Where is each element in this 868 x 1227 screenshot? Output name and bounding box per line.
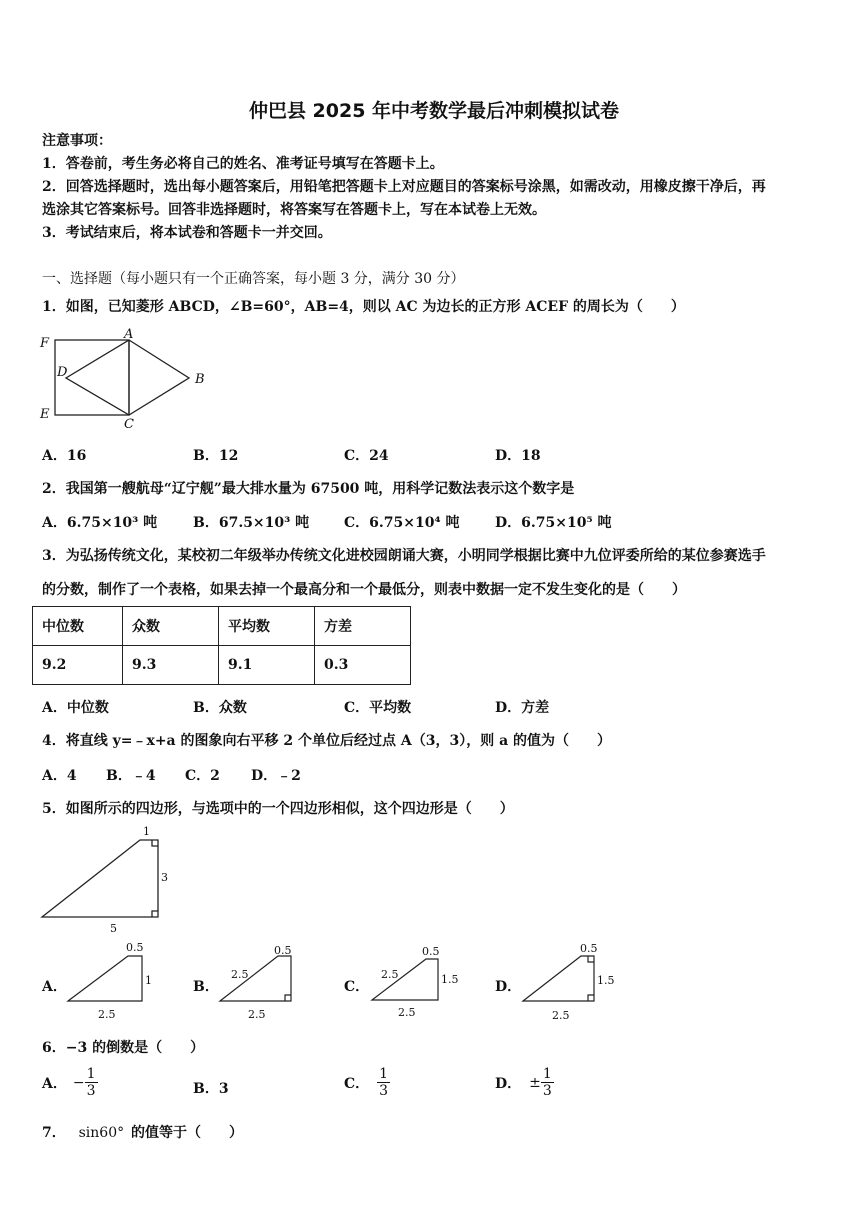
label: 2.5 (248, 1008, 266, 1021)
option-letter: D． (495, 1075, 522, 1092)
label-f: F (40, 336, 50, 351)
question-1-stem: 1．如图，已知菱形 ABCD，∠B=60°，AB=4，则以 AC 为边长的正方形 ACEF 的周长为（ ） (42, 299, 685, 315)
option-letter: A． (42, 1075, 67, 1092)
q3-option-d[interactable]: D．方差 (495, 700, 550, 716)
q1-option-d[interactable]: D．18 (495, 448, 541, 464)
q1-option-a[interactable]: A．16 (42, 448, 87, 464)
fraction (85, 1066, 98, 1099)
label-top: 1 (143, 825, 150, 838)
table-cell: 0.3 (315, 646, 411, 685)
q1-option-b[interactable]: B．12 (193, 448, 239, 464)
minus-sign: − (72, 1074, 85, 1091)
q2-option-a[interactable]: A．6.75×10³ 吨 (42, 515, 158, 531)
question-number: 7． (42, 1125, 66, 1141)
notes-item: 1．答卷前，考生务必将自己的姓名、准考证号填写在答题卡上。 (42, 156, 444, 172)
q2-option-c[interactable]: C．6.75×10⁴ 吨 (344, 515, 460, 531)
notes-item: 2．回答选择题时，选出每小题答案后，用铅笔把答题卡上对应题目的答案标号涂黑，如需改动，用橡皮擦干净后，再 (42, 179, 766, 195)
label: 1 (145, 974, 152, 987)
fraction-denominator: 3 (86, 1083, 96, 1099)
option-b-figure (214, 938, 314, 1024)
table-cell: 9.2 (33, 646, 123, 685)
question-3-stem: 3．为弘扬传统文化，某校初二年级举办传统文化进校园朗诵大赛，小明同学根据比赛中九位评委所给的某位参赛选手 (42, 548, 766, 564)
label: 2.5 (552, 1009, 570, 1022)
q5-option-c[interactable]: C． (344, 979, 370, 995)
question-7-stem (42, 1123, 243, 1143)
fraction-numerator: 1 (542, 1066, 552, 1082)
q4-option-b[interactable]: B．﹣4 (106, 768, 156, 784)
fraction (377, 1066, 390, 1099)
label-b: B (195, 372, 205, 387)
q3-option-b[interactable]: B．众数 (193, 700, 247, 716)
table-header-cell: 平均数 (219, 607, 315, 646)
label: 2.5 (381, 968, 399, 981)
q4-option-c[interactable]: C．2 (185, 768, 220, 784)
table-cell: 9.1 (219, 646, 315, 685)
q5-option-d[interactable]: D． (495, 979, 522, 995)
notes-heading: 注意事项： (42, 133, 112, 149)
question-text: 的值等于（ ） (131, 1125, 243, 1141)
q3-option-a[interactable]: A．中位数 (42, 700, 109, 716)
label: 0.5 (274, 944, 292, 957)
label-a: A (124, 327, 134, 342)
q5-option-a[interactable]: A． (42, 979, 67, 995)
notes-item: 选涂其它答案标号。回答非选择题时，将答案写在答题卡上，写在本试卷上无效。 (42, 202, 546, 218)
fraction-denominator: 3 (379, 1083, 389, 1099)
question-5-stem: 5．如图所示的四边形，与选项中的一个四边形相似，这个四边形是（ ） (42, 801, 514, 817)
q6-option-c[interactable] (344, 1066, 390, 1099)
q2-option-d[interactable]: D．6.75×10⁵ 吨 (495, 515, 612, 531)
label-e: E (40, 407, 50, 422)
q6-option-d[interactable] (495, 1066, 554, 1099)
q6-option-a[interactable] (42, 1066, 98, 1099)
label: 1.5 (441, 973, 459, 986)
label: 1.5 (597, 974, 615, 987)
quadrilateral-main-figure (36, 824, 186, 936)
option-d-figure (516, 938, 626, 1024)
label: 2.5 (98, 1008, 116, 1021)
table-row (33, 646, 411, 685)
label: 2.5 (398, 1006, 416, 1019)
question-3-stem-cont: 的分数，制作了一个表格，如果去掉一个最高分和一个最低分，则表中数据一定不发生变化的是（ ） (42, 582, 686, 598)
section-heading: 一、选择题（每小题只有一个正确答案，每小题 3 分，满分 30 分） (42, 271, 465, 287)
question-4-stem: 4．将直线 y=﹣x+a 的图象向右平移 2 个单位后经过点 A（3，3），则 a 的值为（ ） (42, 733, 612, 749)
q4-option-d[interactable]: D．﹣2 (251, 768, 301, 784)
stats-table (32, 606, 411, 685)
q2-option-b[interactable]: B．67.5×10³ 吨 (193, 515, 310, 531)
label-c: C (124, 417, 134, 432)
fraction-numerator: 1 (86, 1066, 96, 1082)
label: 2.5 (231, 968, 249, 981)
question-2-stem: 2．我国第一艘航母“辽宁舰”最大排水量为 67500 吨，用科学记数法表示这个数字是 (42, 481, 575, 497)
fraction (541, 1066, 554, 1099)
table-cell: 9.3 (123, 646, 219, 685)
sin-expression: sin60° (78, 1125, 125, 1141)
label-d: D (57, 365, 68, 380)
page-title: 仲巴县 2025 年中考数学最后冲刺模拟试卷 (248, 100, 620, 122)
label: 0.5 (580, 942, 598, 955)
plus-minus-sign: ± (529, 1074, 541, 1091)
table-header-cell: 方差 (315, 607, 411, 646)
table-header-cell: 中位数 (33, 607, 123, 646)
q5-option-b[interactable]: B． (193, 979, 219, 995)
label: 0.5 (422, 945, 440, 958)
option-letter: C． (344, 1075, 370, 1092)
label: 0.5 (126, 941, 144, 954)
label-right: 3 (161, 871, 168, 884)
q4-option-a[interactable]: A．4 (42, 768, 77, 784)
q6-option-b[interactable]: B．3 (193, 1081, 229, 1097)
rhombus-square-figure (36, 325, 216, 433)
q3-option-c[interactable]: C．平均数 (344, 700, 412, 716)
fraction-denominator: 3 (542, 1083, 552, 1099)
label-bottom: 5 (110, 922, 117, 935)
question-6-stem: 6．−3 的倒数是（ ） (42, 1040, 205, 1056)
notes-item: 3．考试结束后，将本试卷和答题卡一并交回。 (42, 225, 332, 241)
option-c-figure (366, 938, 466, 1024)
table-header-cell: 众数 (123, 607, 219, 646)
option-a-figure (62, 938, 162, 1024)
q1-option-c[interactable]: C．24 (344, 448, 389, 464)
fraction-numerator: 1 (379, 1066, 389, 1082)
table-header-row (33, 607, 411, 646)
